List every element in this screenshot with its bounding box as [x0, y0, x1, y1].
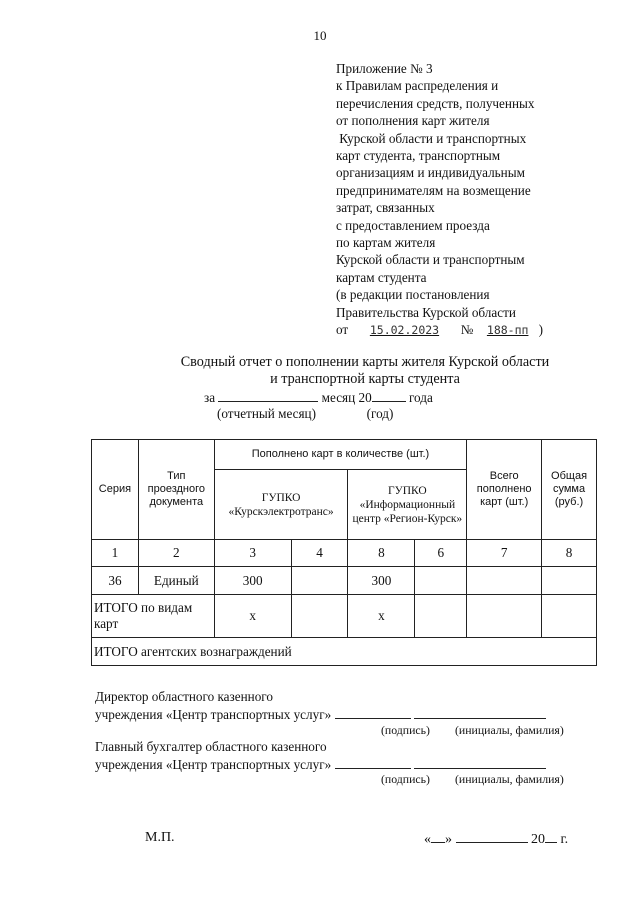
- col-number: 2: [138, 540, 214, 567]
- month-label: месяц 20: [321, 390, 372, 405]
- hint-month: (отчетный месяц): [217, 406, 316, 421]
- accountant-initials-field[interactable]: [414, 756, 546, 769]
- appendix-line: карт студента, транспортным: [336, 148, 501, 164]
- director-signature-line: [95, 706, 546, 723]
- total-cell: [415, 595, 467, 638]
- cell-carrier1-count: 300: [214, 567, 291, 595]
- resolution-date-line: [336, 321, 543, 339]
- footer-date: [424, 830, 568, 848]
- accountant-hint-signature: (подпись): [381, 772, 430, 786]
- report-title-line2: и транспортной карты студента: [270, 371, 460, 387]
- cell-series: 36: [92, 567, 139, 595]
- resolution-date: 15.02.2023: [369, 323, 440, 338]
- appendix-line: Курской области и транспортных: [336, 130, 527, 146]
- total-cell: [467, 595, 542, 638]
- report-title: [0, 354, 640, 388]
- total-agent-label: ИТОГО агентских вознаграждений: [92, 638, 597, 666]
- table-header-row: [92, 440, 597, 470]
- col-number: 8: [348, 540, 415, 567]
- accountant-signature-field[interactable]: [335, 756, 411, 769]
- number-sign: №: [460, 322, 474, 338]
- total-cell: x: [348, 595, 415, 638]
- column-numbers-row: [92, 540, 597, 567]
- appendix-line: к Правилам распределения и: [336, 78, 499, 94]
- header-replenished: Пополнено карт в количестве (шт.): [214, 440, 467, 470]
- col-number: 6: [415, 540, 467, 567]
- year-suffix: г.: [560, 832, 569, 847]
- appendix-line: затрат, связанных: [336, 200, 435, 216]
- appendix-line: организациям и индивидуальным: [336, 165, 525, 181]
- cell-carrier2-count: 300: [348, 567, 415, 595]
- appendix-line: Курской области и транспортным: [336, 252, 525, 268]
- appendix-line: от пополнения карт жителя: [336, 113, 490, 129]
- total-by-type-row: [92, 595, 597, 638]
- accountant-title: Главный бухгалтер областного казенного: [95, 739, 327, 754]
- table-row: [92, 567, 597, 595]
- total-agent-row: [92, 638, 597, 666]
- total-cell: [542, 595, 597, 638]
- cell-col4: [291, 567, 348, 595]
- appendix-line: (в редакции постановления: [336, 287, 490, 303]
- accountant-signature-line: [95, 756, 546, 773]
- appendix-line: Правительства Курской области: [336, 304, 516, 320]
- accountant-hint-initials: (инициалы, фамилия): [455, 772, 564, 786]
- report-table: [91, 439, 597, 666]
- month-blank[interactable]: [218, 389, 318, 402]
- date-open-quote: «: [424, 832, 431, 847]
- day-blank[interactable]: [431, 830, 445, 843]
- header-doc-type: Тип проездного документа: [138, 440, 214, 540]
- appendix-line: по картам жителя: [336, 235, 436, 251]
- col-number: 7: [467, 540, 542, 567]
- total-by-type-label: ИТОГО по видам карт: [92, 595, 215, 638]
- accountant-org: учреждения «Центр транспортных услуг»: [95, 757, 332, 772]
- header-total-sum: Общая сумма (руб.): [542, 440, 597, 540]
- appendix-line: предпринимателям на возмещение: [336, 182, 531, 198]
- col-number: 3: [214, 540, 291, 567]
- month-blank-footer[interactable]: [456, 830, 528, 843]
- stamp-place: М.П.: [145, 830, 175, 845]
- total-cell: [291, 595, 348, 638]
- ot-label: от: [336, 322, 349, 338]
- cell-total-cards: [467, 567, 542, 595]
- resolution-number: 188-пп: [486, 323, 529, 338]
- total-cell: x: [214, 595, 291, 638]
- period-hints: [217, 406, 393, 422]
- report-period: [204, 389, 433, 406]
- closing-paren: ): [538, 322, 544, 338]
- appendix-header: [336, 60, 543, 340]
- year-blank[interactable]: [372, 389, 406, 402]
- col-number: 8: [542, 540, 597, 567]
- report-title-line1: Сводный отчет о пополнении карты жителя Курской области: [180, 354, 550, 370]
- cell-col6: [415, 567, 467, 595]
- director-initials-field[interactable]: [414, 706, 546, 719]
- col-number: 1: [92, 540, 139, 567]
- director-title: Директор областного казенного: [95, 689, 273, 704]
- director-hint-initials: (инициалы, фамилия): [455, 723, 564, 737]
- header-carrier-2: ГУПКО «Информационный центр «Регион-Курск»: [348, 470, 467, 540]
- director-signature-field[interactable]: [335, 706, 411, 719]
- header-series: Серия: [92, 440, 139, 540]
- appendix-line: с предоставлением проезда: [336, 217, 490, 233]
- year-prefix: 20: [531, 832, 545, 847]
- director-org: учреждения «Центр транспортных услуг»: [95, 707, 332, 722]
- page-number: 10: [313, 28, 327, 43]
- year-blank-footer[interactable]: [545, 830, 557, 843]
- year-label: года: [408, 390, 433, 405]
- header-total-cards: Всего пополнено карт (шт.): [467, 440, 542, 540]
- hint-year: (год): [366, 406, 394, 421]
- date-close-quote: »: [445, 832, 452, 847]
- cell-total-sum: [542, 567, 597, 595]
- col-number: 4: [291, 540, 348, 567]
- cell-doc-type: Единый: [138, 567, 214, 595]
- appendix-line: картам студента: [336, 269, 427, 285]
- appendix-line: Приложение № 3: [336, 61, 433, 76]
- header-carrier-1: ГУПКО «Курскэлектротранс»: [214, 470, 348, 540]
- appendix-line: перечисления средств, полученных: [336, 95, 535, 111]
- za-label: за: [204, 390, 216, 405]
- director-hint-signature: (подпись): [381, 723, 430, 737]
